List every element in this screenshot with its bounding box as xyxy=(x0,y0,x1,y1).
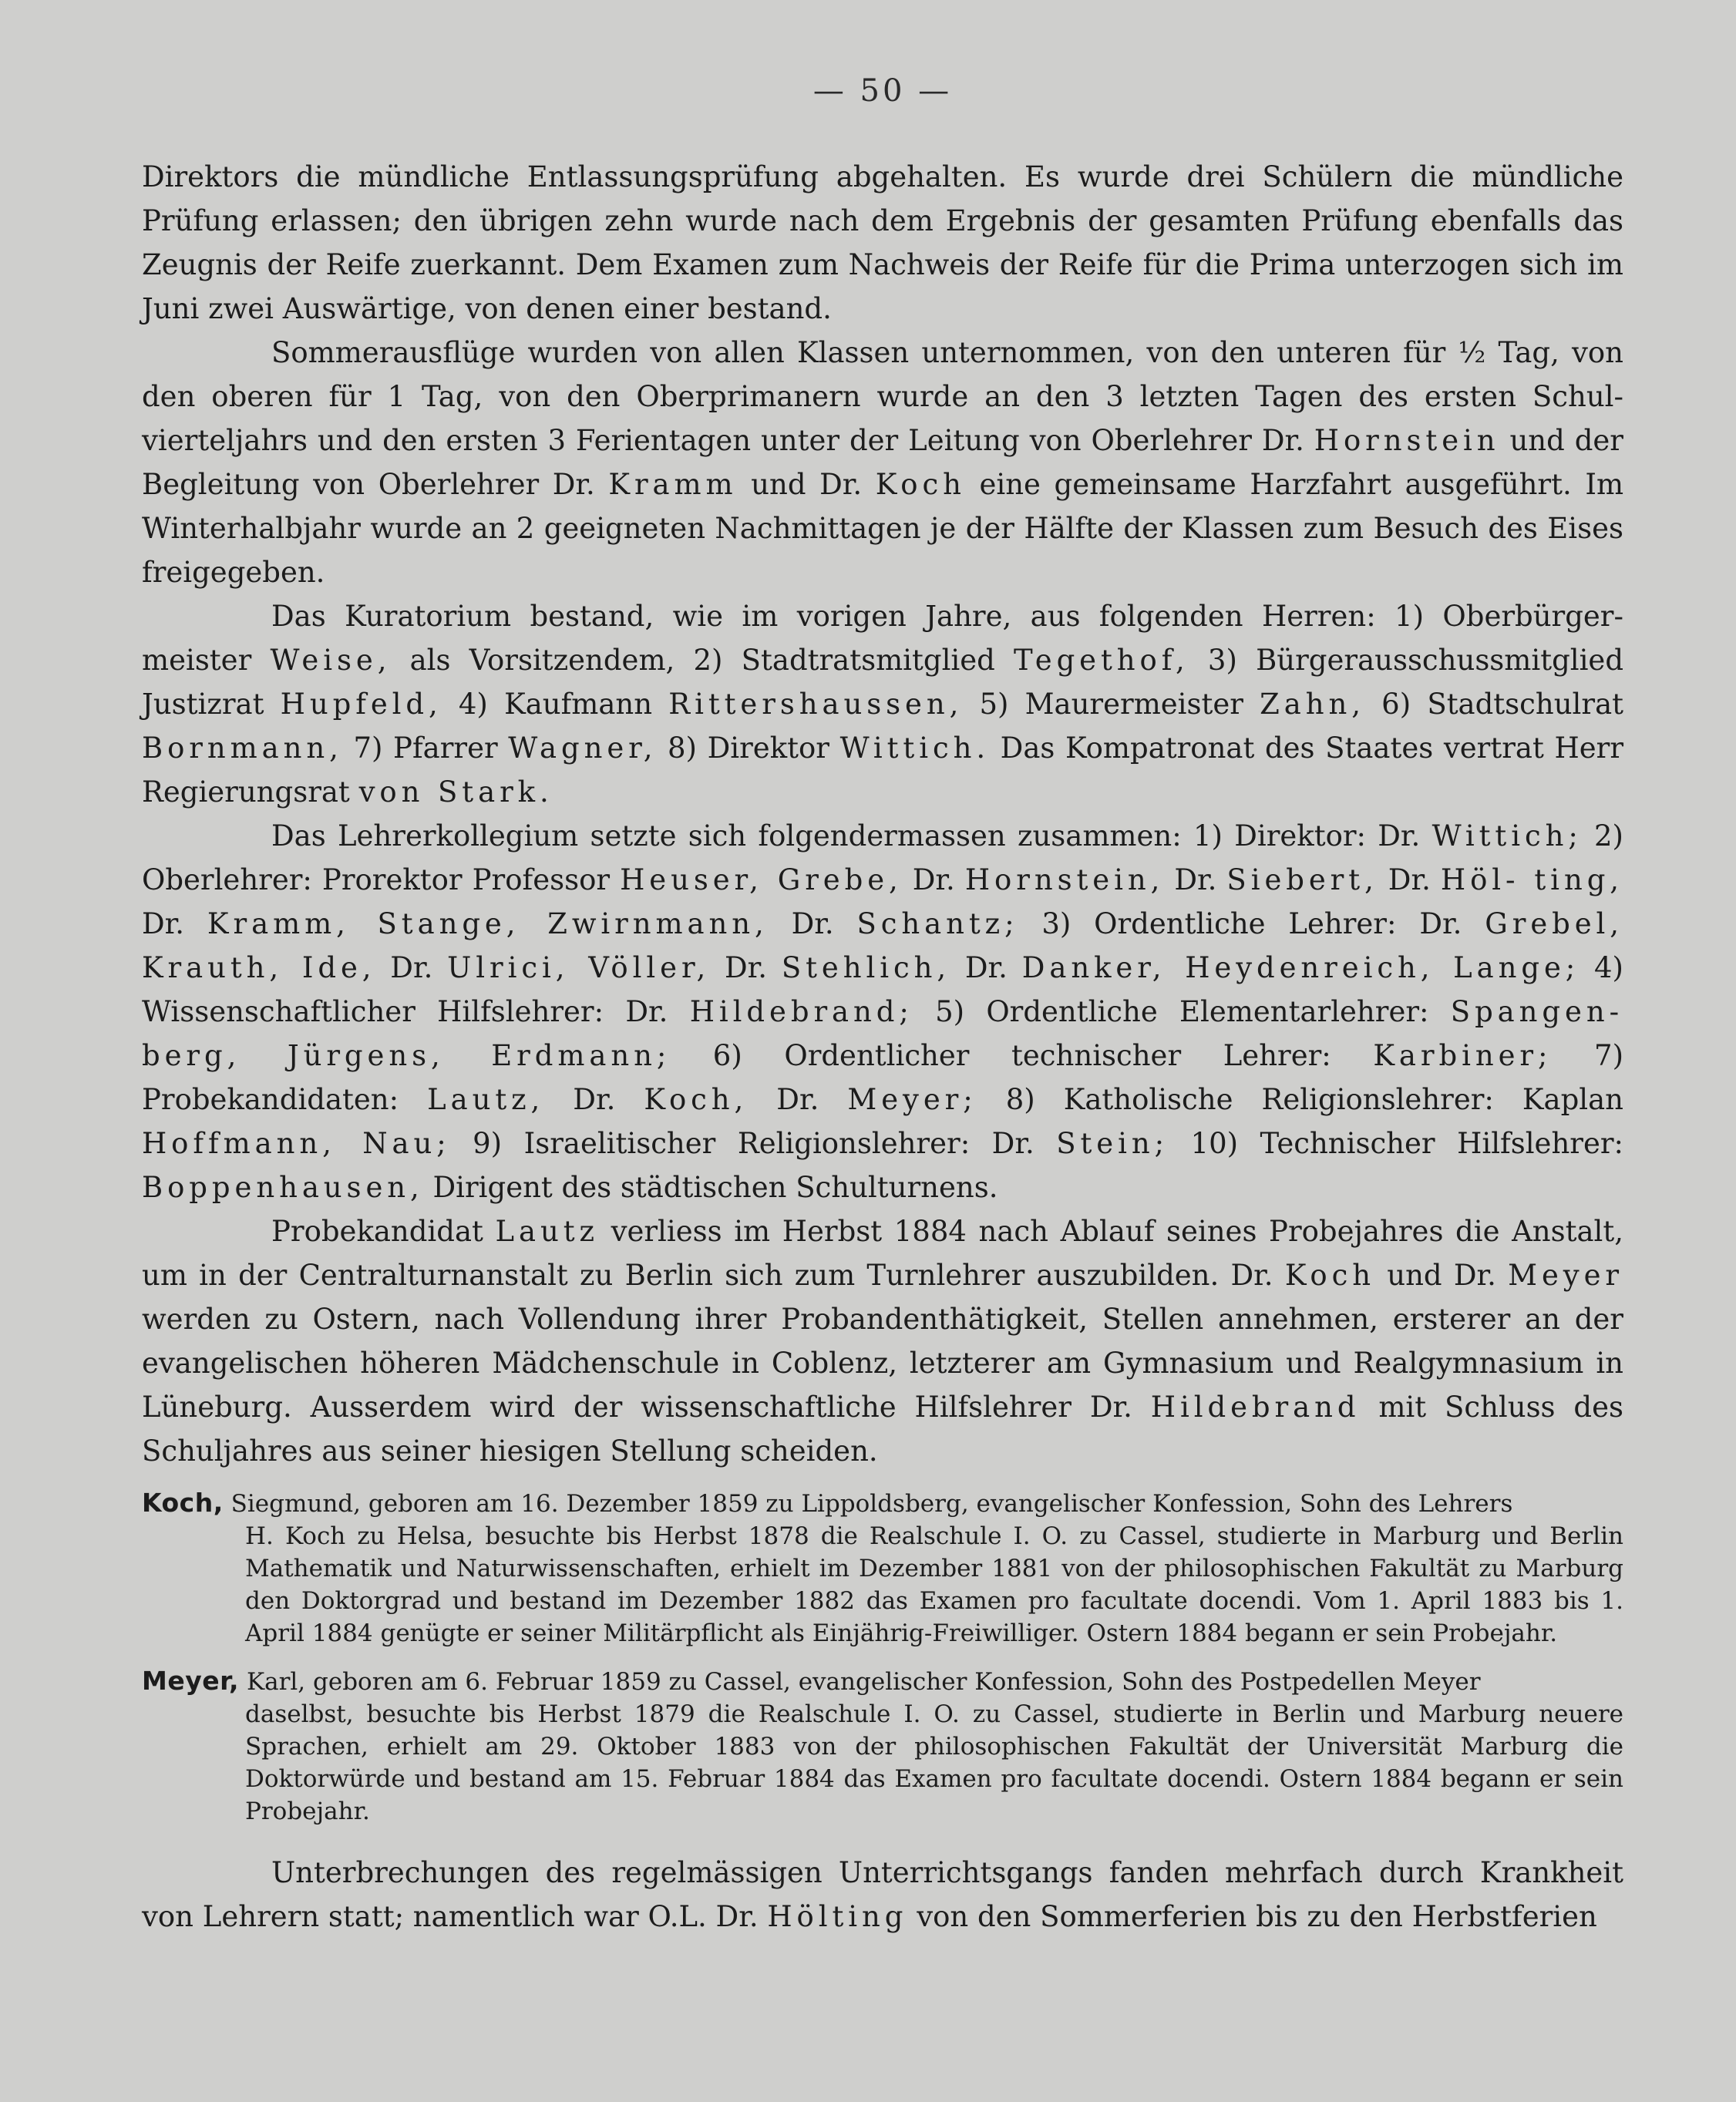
name-hupfeld: Hupfeld, xyxy=(280,688,442,721)
name-wagner: Wagner, xyxy=(508,731,658,765)
paragraph-excursions: Sommerausflüge wurden von allen Klassen unternommen, von den unteren für ½ Tag, von den oberen für 1 Tag, von den Oberprimanern wurde an den 3 letzten Tagen des ersten Schul- vierteljahrs und den ersten 3 Ferientagen unter der Leitung von Oberlehrer Dr. Hornstein und der Begleitung von Oberlehrer Dr. Kramm und Dr. Koch eine gemeinsame Harzfahrt ausgeführt. Im Winterhalbjahr wurde an 2 geeigneten Nachmittagen je der Hälfte der Klassen zum Besuch des Eises freigegeben. xyxy=(142,336,1624,589)
body-text-final xyxy=(142,1851,1623,1939)
name-zahn: Zahn, xyxy=(1260,688,1365,721)
paragraph-interruptions: Unterbrechungen des regelmässigen Unterrichtsgangs fanden mehrfach durch Krankheit von Lehrern statt; namentlich war O.L. Dr. Hölting von den Sommerferien bis zu den Herbstferien xyxy=(142,1856,1623,1933)
name-wittich: Wittich. xyxy=(839,731,991,765)
name-bornmann: Bornmann, xyxy=(142,731,343,765)
name-kramm: Kramm xyxy=(608,468,738,501)
name-tegethof: Tegethof, xyxy=(1014,644,1189,677)
name-von-stark: von Stark. xyxy=(358,775,553,809)
bio-koch: Koch, Siegmund, geboren am 16. Dezember 1859 zu Lippoldsberg, evangelischer Konfession, Sohn des Lehrers H. Koch zu Helsa, besuchte bis Herbst 1878 die Realschule I. O. zu Cassel, studierte in Marburg und Berlin Mathematik und Naturwissenschaften, erhielt im Dezember 1881 von der philosophischen Fakultät zu Marburg den Doktorgrad und bestand im Dezember 1882 das Examen pro facultate docendi. Vom 1. April 1883 bis 1. April 1884 genügte er seiner Militärpflicht als Einjährig-Freiwilliger. Ostern 1884 begann er sein Probejahr. xyxy=(142,1488,1623,1647)
bio-meyer: Meyer, Karl, geboren am 6. Februar 1859 zu Cassel, evangelischer Konfession, Sohn des Postpedellen Meyer daselbst, besuchte bis Herbst 1879 die Realschule I. O. zu Cassel, studierte in Berlin und Marburg neuere Sprachen, erhielt am 29. Oktober 1883 von der philosophischen Fakultät der Universität Marburg die Doktorwürde und bestand am 15. Februar 1884 das Examen pro facultate docendi. Ostern 1884 begann er sein Probejahr. xyxy=(142,1666,1623,1825)
name-hornstein: Hornstein xyxy=(1314,424,1500,457)
name-weise: Weise, xyxy=(270,644,392,677)
name-koch: Koch xyxy=(875,468,966,501)
paragraph-probekandidaten: Probekandidat Lautz verliess im Herbst 1884 nach Ablauf seines Probejahres die Anstalt, um in der Centralturnanstalt zu Berlin sich zum Turnlehrer auszubilden. Dr. Koch und Dr. Meyer werden zu Ostern, nach Vollendung ihrer Probandenthätigkeit, Stellen annehmen, ersterer an der evangelischen höheren Mädchenschule in Coblenz, letzterer am Gymnasium und Realgymnasium in Lüneburg. Ausserdem wird der wissenschaftliche Hilfslehrer Dr. Hildebrand mit Schluss des Schuljahres aus seiner hiesigen Stellung scheiden. xyxy=(142,1215,1624,1468)
paragraph-examination: Direktors die mündliche Entlassungsprüfung abgehalten. Es wurde drei Schülern die mündliche Prüfung erlassen; den übrigen zehn wurde nach dem Ergebnis der gesamten Prüfung ebenfalls das Zeugnis der Reife zuerkannt. Dem Examen zum Nachweis der Reife für die Prima unterzogen sich im Juni zwei Auswärtige, von denen einer bestand. xyxy=(142,160,1624,325)
name-rittershaussen: Rittershaussen, xyxy=(668,688,964,721)
paragraph-lehrerkollegium: Das Lehrerkollegium setzte sich folgendermassen zusammen: 1) Direktor: Dr. Wittich; 2) Oberlehrer: Prorektor Professor Heuser, Grebe, Dr. Hornstein, Dr. Siebert, Dr. Höl- ting, Dr. Kramm, Stange, Zwirnmann, Dr. Schantz; 3) Ordentliche Lehrer: Dr. Grebel, Krauth, Ide, Dr. Ulrici, Völler, Dr. Stehlich, Dr. Danker, Heydenreich, Lange; 4) Wissenschaftlicher Hilfslehrer: Dr. Hildebrand; 5) Ordentliche Elementarlehrer: Spangen- berg, Jürgens, Erdmann; 6) Ordentlicher technischer Lehrer: Karbiner; 7) Probekandidaten: Lautz, Dr. Koch, Dr. Meyer; 8) Katholische Religionslehrer: Kaplan Hoffmann, Nau; 9) Israelitischer Religionslehrer: Dr. Stein; 10) Technischer Hilfslehrer: Boppenhausen, Dirigent des städtischen Schulturnens. xyxy=(142,819,1624,1204)
bio-name-koch: Koch, xyxy=(142,1488,224,1518)
paragraph-kuratorium: Das Kuratorium bestand, wie im vorigen Jahre, aus folgenden Herren: 1) Oberbürger- meister Weise, als Vorsitzendem, 2) Stadtratsmitglied Tegethof, 3) Bürgerausschussmitglied Justizrat Hupfeld, 4) Kaufmann Rittershaussen, 5) Maurermeister Zahn, 6) Stadtschulrat Bornmann, 7) Pfarrer Wagner, 8) Direktor Wittich. Das Kompatronat des Staates vertrat Herr Regierungsrat von Stark. xyxy=(142,600,1624,809)
body-text xyxy=(142,155,1623,1473)
page-number: — 50 — xyxy=(812,73,953,109)
bio-name-meyer: Meyer, xyxy=(142,1666,240,1696)
